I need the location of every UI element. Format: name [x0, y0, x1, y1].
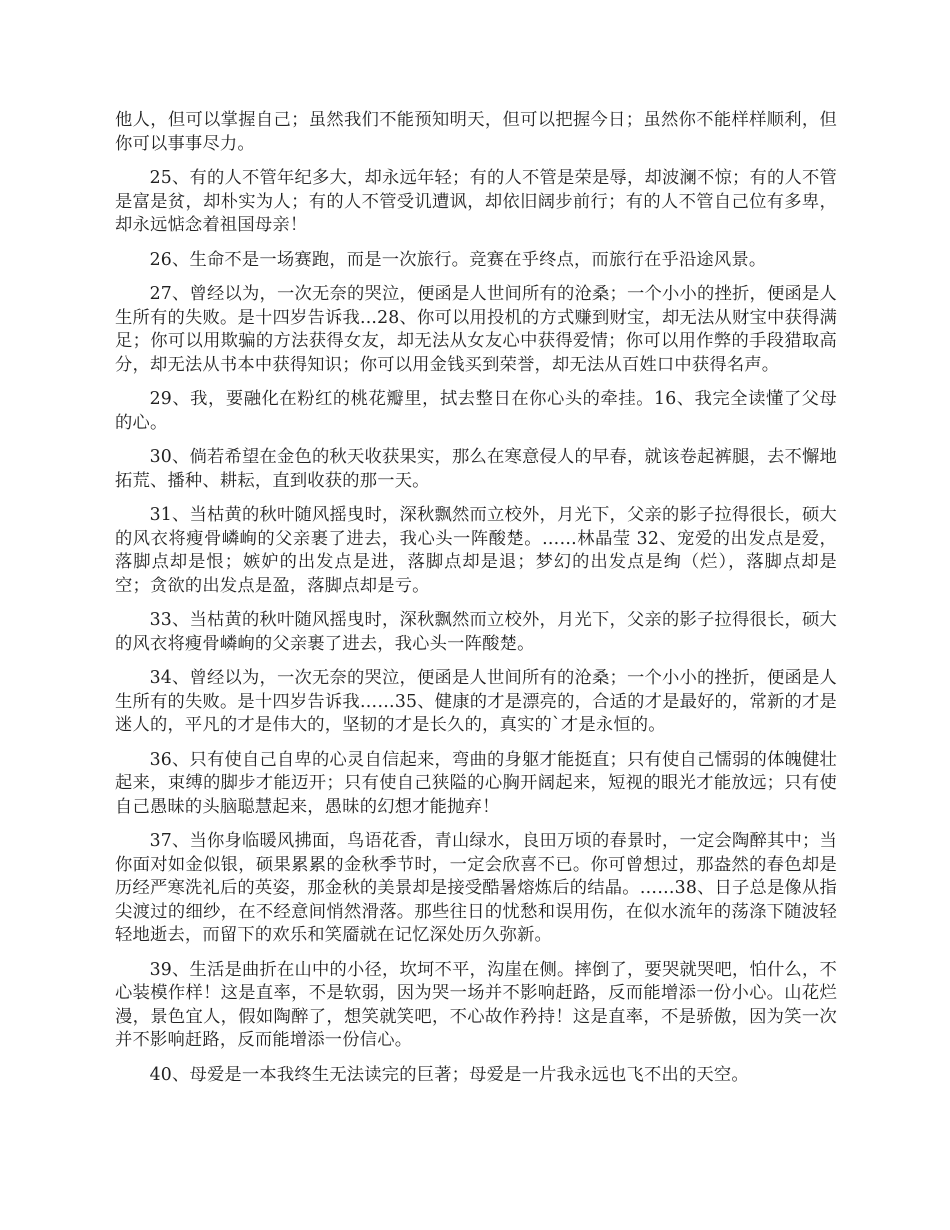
- paragraph-26: 26、生命不是一场赛跑，而是一次旅行。竞赛在乎终点，而旅行在乎沿途风景。: [149, 249, 767, 270]
- paragraph-33: 33、当枯黄的秋叶随风摇曳时，深秋飘然而立校外，月光下，父亲的影子拉得很长，硕大的风衣将瘦骨嶙峋的父亲裹了进去，我心头一阵酸楚。: [115, 610, 837, 654]
- paragraph-31: 31、当枯黄的秋叶随风摇曳时，深秋飘然而立校外，月光下，父亲的影子拉得很长，硕大的风衣将瘦骨嶙峋的父亲裹了进去，我心头一阵酸楚。……林晶莹 32、宠爱的出发点是爱，落脚点却是恨；嫉妒的出发点是进，落脚点却是退；梦幻的出发点是绚（烂），落脚点却是空；贪欲的出发点是盈，落脚点却是亏。: [115, 505, 837, 596]
- paragraph-30: 30、倘若希望在金色的秋天收获果实，那么在寒意侵人的早春，就该卷起裤腿，去不懈地拓荒、播种、耕耘，直到收获的那一天。: [115, 447, 837, 491]
- paragraph-27: 27、曾经以为，一次无奈的哭泣，便函是人世间所有的沧桑；一个小小的挫折，便函是人生所有的失败。是十四岁告诉我...28、你可以用投机的方式赚到财宝，却无法从财宝中获得满足；你可以用欺骗的方法获得女友，却无法从女友心中获得爱情；你可以用作弊的手段猎取高分，却无法从书本中获得知识；你可以用金钱买到荣誉，却无法从百姓口中获得名声。: [115, 284, 837, 375]
- paragraph-25: 25、有的人不管年纪多大，却永远年轻；有的人不管是荣是辱，却波澜不惊；有的人不管是富是贫，却朴实为人；有的人不管受讥遭讽，却依旧阔步前行；有的人不管自己位有多卑，却永远惦念着祖国母亲！: [115, 168, 837, 235]
- document-body: [115, 109, 837, 1098]
- paragraph-34: 34、曾经以为，一次无奈的哭泣，便函是人世间所有的沧桑；一个小小的挫折，便函是人生所有的失败。是十四岁告诉我……35、健康的才是漂亮的，合适的才是最好的，常新的才是迷人的，平凡的才是伟大的，坚韧的才是长久的，真实的`才是永恒的。: [115, 668, 837, 735]
- paragraph-36: 36、只有使自己自卑的心灵自信起来，弯曲的身躯才能挺直；只有使自己懦弱的体魄健壮起来，束缚的脚步才能迈开；只有使自己狭隘的心胸开阔起来，短视的眼光才能放远；只有使自己愚昧的头脑聪慧起来，愚昧的幻想才能抛弃！: [115, 749, 837, 817]
- paragraph-37: 37、当你身临暖风拂面，鸟语花香，青山绿水，良田万顷的春景时，一定会陶醉其中；当你面对如金似银，硕果累累的金秋季节时，一定会欣喜不已。你可曾想过，那盎然的春色却是历经严寒洗礼后的英姿，那金秋的美景却是接受酷暑熔炼后的结晶。……38、日子总是像从指尖渡过的细纱，在不经意间悄然滑落。那些往日的忧愁和误用伤，在似水流年的荡涤下随波轻轻地逝去，而留下的欢乐和笑靥就在记忆深处历久弥新。: [115, 831, 837, 945]
- paragraph-continuation: 他人，但可以掌握自己；虽然我们不能预知明天，但可以把握今日；虽然你不能样样顺利，但你可以事事尽力。: [115, 110, 837, 154]
- paragraph-29: 29、我，要融化在粉红的桃花瓣里，拭去整日在你心头的牵挂。16、我完全读懂了父母的心。: [115, 389, 837, 433]
- paragraph-40: 40、母爱是一本我终生无法读完的巨著；母爱是一片我永远也飞不出的天空。: [149, 1064, 749, 1085]
- paragraph-39: 39、生活是曲折在山中的小径，坎坷不平，沟崖在侧。摔倒了，要哭就哭吧，怕什么，不心装模作样！这是直率，不是软弱，因为哭一场并不影响赶路，反而能增添一份小心。山花烂漫，景色宜人，假如陶醉了，想笑就笑吧，不心故作矜持！这是直率，不是骄傲，因为笑一次并不影响赶路，反而能增添一份信心。: [115, 959, 837, 1050]
